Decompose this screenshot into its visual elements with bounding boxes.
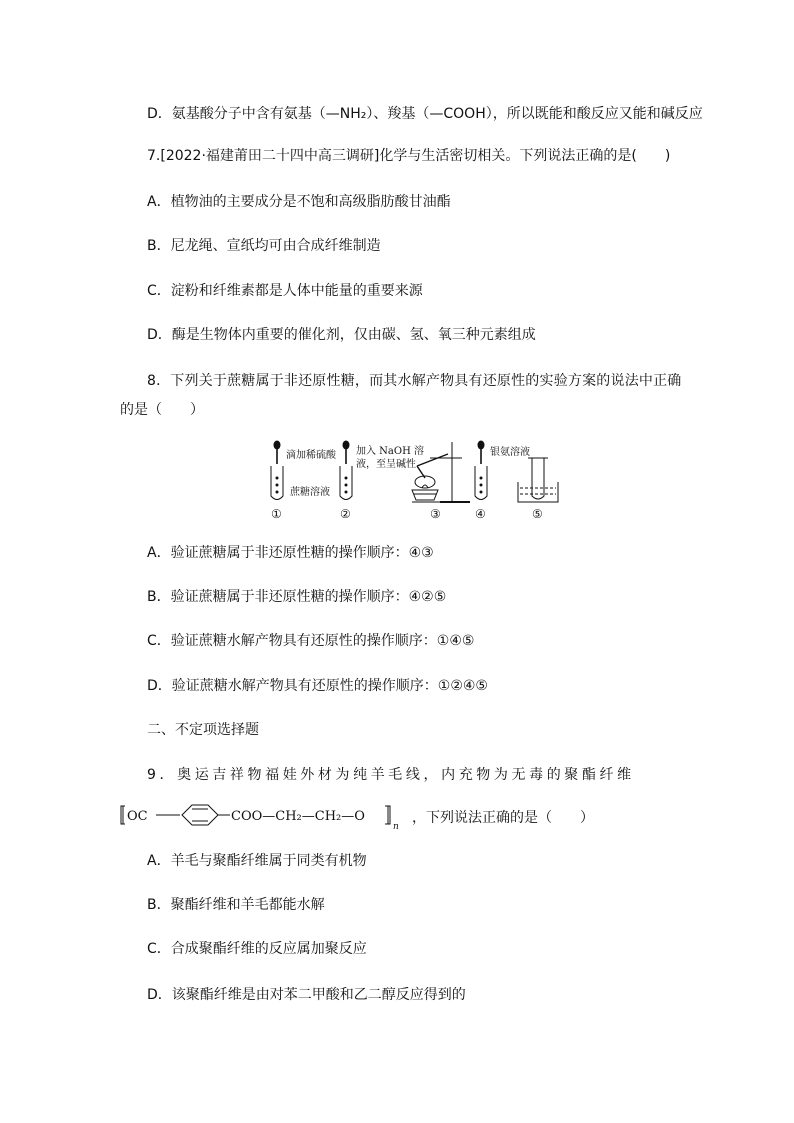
q8-option-a: A．验证蔗糖属于非还原性糖的操作顺序：④③ [147, 545, 434, 561]
q9-option-c: C．合成聚酯纤维的反应属加聚反应 [147, 941, 367, 957]
label-naoh-line1: 加入 NaOH 溶 [356, 446, 424, 457]
q7-stem: 7.[2022·福建莆田二十四中高三调研]化学与生活密切相关。下列说法正确的是( ) [147, 148, 671, 164]
label-silver: 银氨溶液 [490, 447, 530, 458]
polyester-structure [120, 800, 410, 834]
formula-chain: COO—CH₂—CH₂—O [231, 809, 365, 824]
test-tube-1 [271, 441, 283, 500]
benzene-ring [182, 805, 218, 825]
q7-option-a: A．植物油的主要成分是不饱和高级脂肪酸甘油酯 [147, 194, 451, 210]
formula-oc: OC [127, 809, 148, 824]
label-add-acid: 滴加稀硫酸 [286, 450, 336, 461]
q9-option-d: D．该聚酯纤维是由对苯二甲酸和乙二醇反应得到的 [147, 987, 466, 1003]
step-label-2: ② [340, 507, 351, 520]
q7-option-c: C．淀粉和纤维素都是人体中能量的重要来源 [147, 283, 423, 299]
step-label-1: ① [271, 507, 282, 520]
q9-option-a: A．羊毛与聚酯纤维属于同类有机物 [147, 853, 367, 869]
q8-option-b: B．验证蔗糖属于非还原性糖的操作顺序：④②⑤ [147, 589, 447, 605]
q8-option-d: D．验证蔗糖水解产物具有还原性的操作顺序：①②④⑤ [147, 678, 488, 694]
label-naoh-line2: 液，至呈碱性 [356, 459, 416, 470]
step-label-3: ③ [430, 507, 441, 520]
q9-stem-line1: 9．奥运吉祥物福娃外材为纯羊毛线，内充物为无毒的聚酯纤维 [147, 767, 635, 783]
step-label-4: ④ [475, 507, 486, 520]
q8-stem-line1: 8．下列关于蔗糖属于非还原性糖，而其水解产物具有还原性的实验方案的说法中正确 [147, 373, 682, 389]
q6-option-d: D．氨基酸分子中含有氨基（—NH₂）、羧基（—COOH），所以既能和酸反应又能和碱反应 [147, 106, 703, 122]
q7-option-d: D．酶是生物体内重要的催化剂，仅由碳、氢、氧三种元素组成 [147, 327, 536, 343]
q8-stem-line2: 的是（ ） [120, 402, 204, 418]
q9-stem-tail: ，下列说法正确的是（ ） [412, 810, 594, 826]
label-sucrose: 蔗糖溶液 [290, 487, 330, 498]
q7-option-b: B．尼龙绳、宣纸均可由合成纤维制造 [147, 238, 381, 254]
experiment-diagram [262, 438, 562, 520]
test-tube-2 [340, 441, 352, 500]
section-title: 二、不定项选择题 [147, 722, 259, 738]
q8-option-c: C．验证蔗糖水解产物具有还原性的操作顺序：①④⑤ [147, 633, 475, 649]
formula-n: n [393, 822, 399, 832]
water-bath [518, 458, 558, 502]
step-label-5: ⑤ [532, 507, 543, 520]
test-tube-4 [475, 441, 487, 500]
polyester-formula [120, 800, 410, 834]
experiment-figure [262, 438, 562, 520]
q9-option-b: B．聚酯纤维和羊毛都能水解 [147, 897, 325, 913]
